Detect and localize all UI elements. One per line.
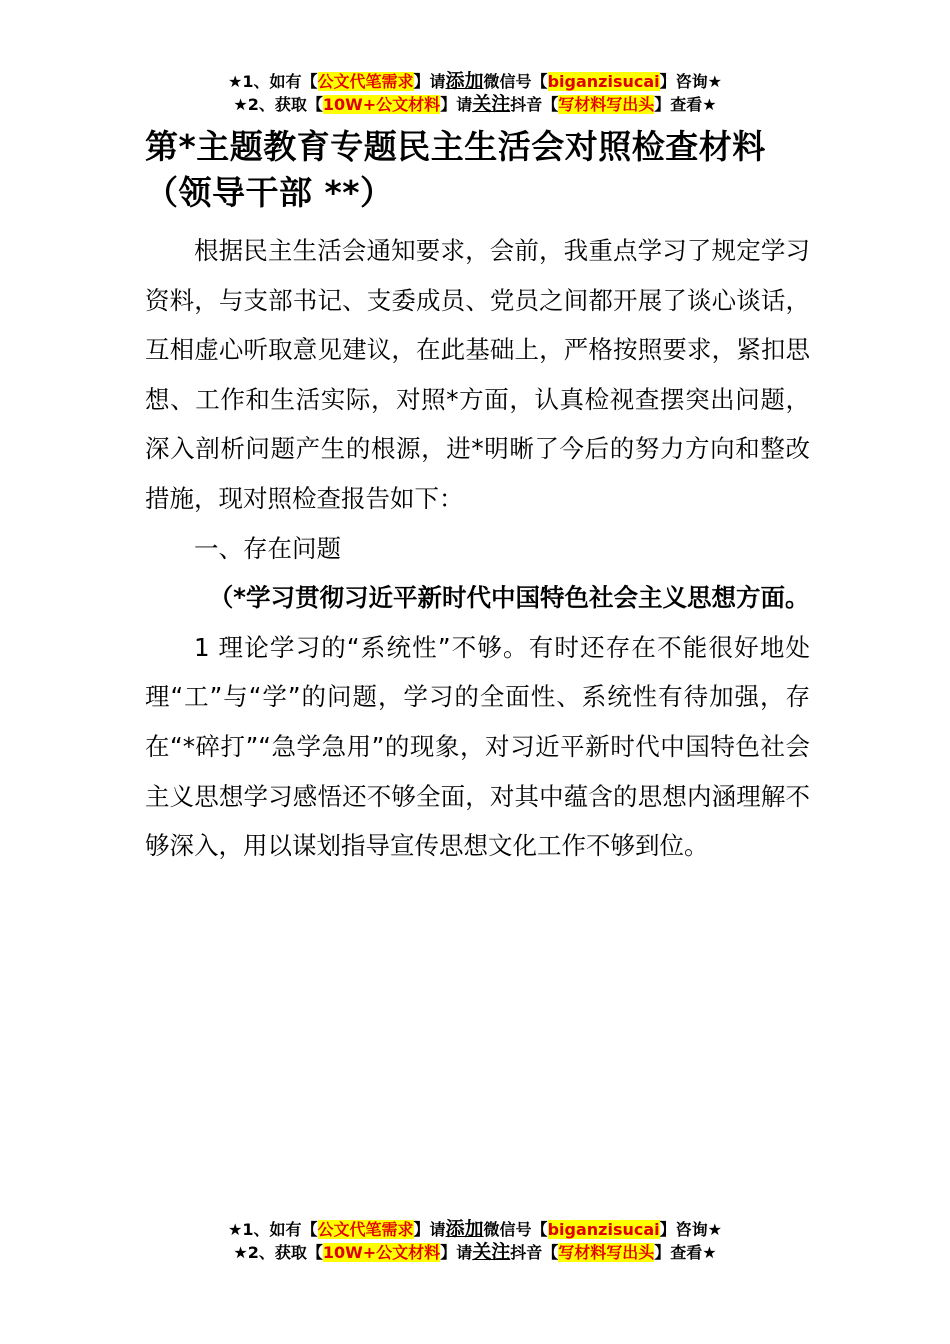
promo-line-2: ★2、获取【10W+公文材料】请关注抖音【写材料写出头】查看★	[233, 93, 717, 115]
highlight-materials: 10W+公文材料	[322, 95, 441, 114]
highlight-materials: 10W+公文材料	[322, 1243, 441, 1262]
subsection-heading: （*学习贯彻习近平新时代中国特色社会主义思想方面。	[208, 583, 810, 613]
promo-line-1: ★1、如有【公文代笔需求】请添加微信号【biganzisucai】咨询★	[228, 70, 722, 92]
document-body	[145, 226, 810, 871]
bottom-promo-banner	[0, 1218, 950, 1264]
promo-line-1: ★1、如有【公文代笔需求】请添加微信号【biganzisucai】咨询★	[228, 1218, 722, 1240]
highlight-douyin: 写材料写出头	[558, 95, 655, 114]
highlight-service: 公文代笔需求	[317, 1220, 414, 1239]
section-heading: 一、存在问题	[194, 533, 341, 563]
highlight-wechat-id: biganzisucai	[547, 72, 660, 91]
promo-line-2: ★2、获取【10W+公文材料】请关注抖音【写材料写出头】查看★	[233, 1241, 717, 1263]
document-title: 第*主题教育专题民主生活会对照检查材料（领导干部 **）	[145, 127, 766, 212]
item-paragraph: 1 理论学习的“系统性”不够。有时还存在不能很好地处理“工”与“学”的问题，学习的全面性、系统性有待加强，存在“*碎打”“急学急用”的现象，对习近平新时代中国特色社会主义思想学习感悟还不够全面，对其中蕴含的思想内涵理解不够深入，用以谋划指导宣传思想文化工作不够到位。	[145, 632, 810, 861]
highlight-service: 公文代笔需求	[317, 72, 414, 91]
highlight-douyin: 写材料写出头	[558, 1243, 655, 1262]
top-promo-banner	[0, 70, 950, 116]
intro-paragraph: 根据民主生活会通知要求，会前，我重点学习了规定学习资料，与支部书记、支委成员、党员之间都开展了谈心谈话，互相虚心听取意见建议，在此基础上，严格按照要求，紧扣思想、工作和生活实际，对照*方面，认真检视查摆突出问题，深入剖析问题产生的根源，进*明晰了今后的努力方向和整改措施，现对照检查报告如下：	[145, 236, 810, 513]
highlight-wechat-id: biganzisucai	[547, 1220, 660, 1239]
